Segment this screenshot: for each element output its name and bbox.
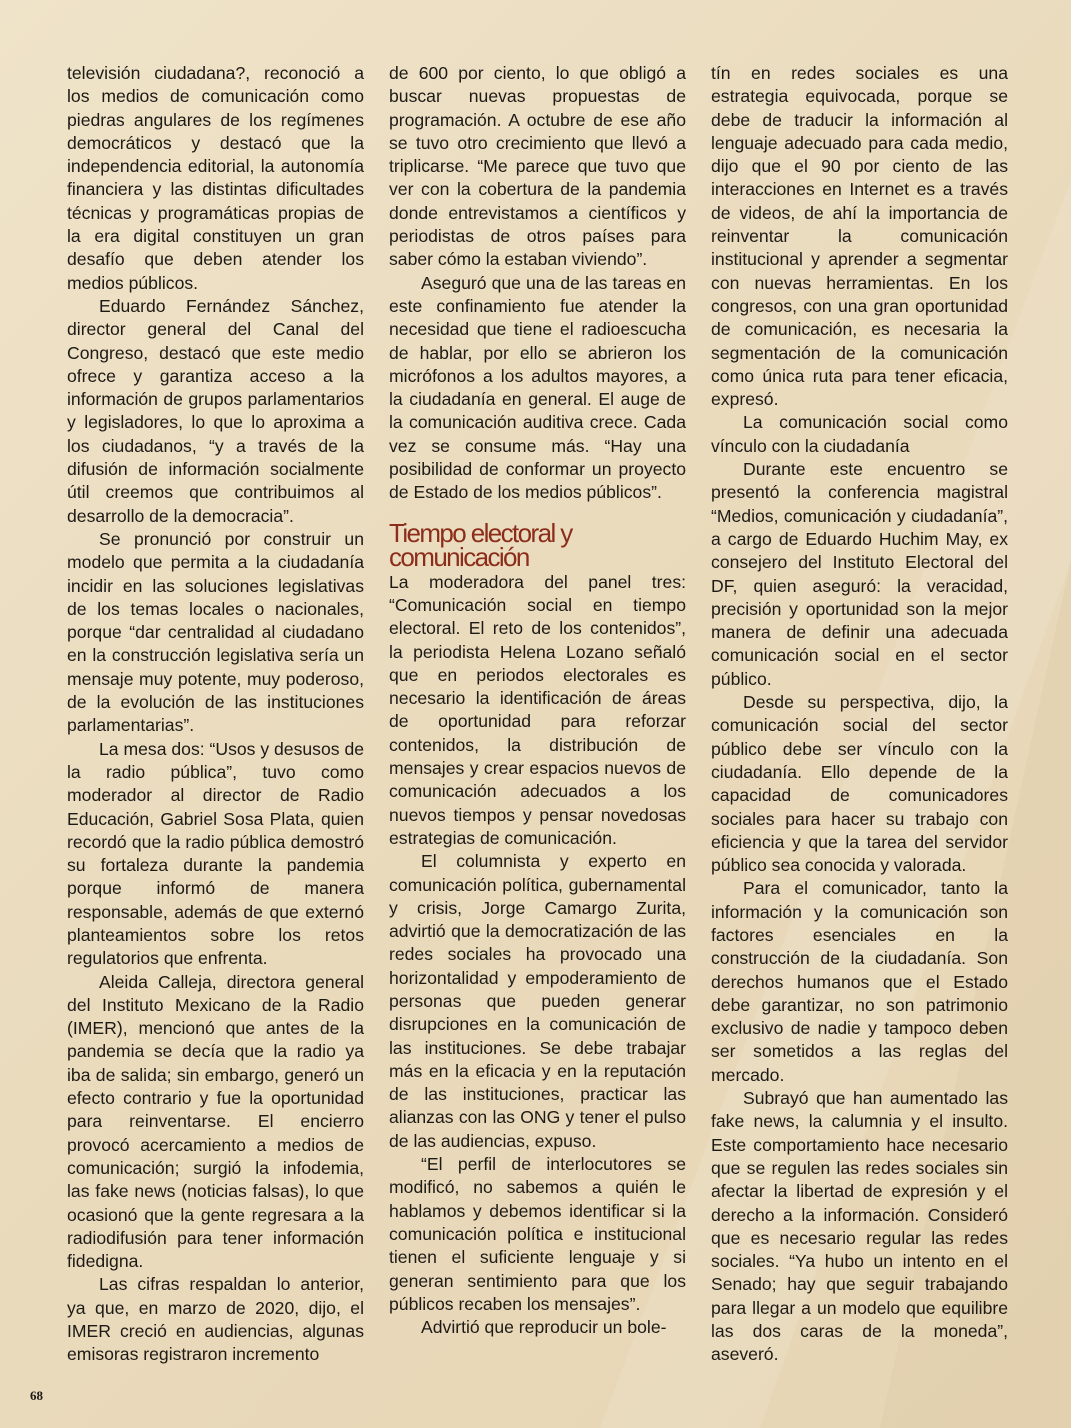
paragraph: Las cifras respaldan lo anterior, ya que, en marzo de 2020, dijo, el IMER creció en audiencias, algunas emisoras registraron incremento — [67, 1274, 364, 1365]
article-column-2 — [389, 62, 686, 1339]
paragraph: Durante este encuentro se presentó la conferencia magistral “Medios, comunicación y ciudadanía”, a cargo de Eduardo Huchim May, ex consejero del Instituto Electoral del DF, quien aseguró: la veracidad, precisión y oportunidad son la mejor manera de definir una adecuada comunicación social en el sector público. — [711, 459, 1008, 689]
paragraph: televisión ciudadana?, reconoció a los medios de comunicación como piedras angulares de los regímenes democráticos y destacó que la independencia editorial, la autonomía financiera y las distintas dificultades técnicas y programáticas propias de la era digital constituyen un gran desafío que deben atender los medios públicos. — [67, 63, 364, 293]
paragraph: La moderadora del panel tres: “Comunicación social en tiempo electoral. El reto de los contenidos”, la periodista Helena Lozano señaló que en periodos electorales es necesario la identificación de áreas de oportunidad para reforzar contenidos, la distribución de mensajes y crear espacios nuevos de comunicación adecuados a los nuevos tiempos y pensar novedosas estrategias de comunicación. — [389, 571, 686, 848]
page-number: 68 — [30, 1388, 43, 1403]
paragraph: de 600 por ciento, lo que obligó a buscar nuevas propuestas de programación. A octubre de ese año se tuvo otro crecimiento que llevó a triplicarse. “Me parece que tuvo que ver con la cobertura de la pandemia donde entrevistamos a científicos y periodistas de otros países para saber cómo la estaban viviendo”. — [389, 63, 686, 270]
paragraph: “El perfil de interlocutores se modificó, no sabemos a quién le hablamos y debemos identificar si la comunicación política e institucional tienen el suficiente lenguaje y si generan sentimiento para que los públicos recaben los mensajes”. — [389, 1154, 686, 1314]
paragraph: tín en redes sociales es una estrategia equivocada, porque se debe de traducir la información al lenguaje adecuado para cada medio, dijo que el 90 por ciento de las interacciones en Internet es a través de videos, de ahí la importancia de reinventar la comunicación institucional y aprender a segmentar con nuevas herramientas. En los congresos, con una gran oportunidad de comunicación, es necesaria la segmentación de la comunicación como única ruta para tener eficacia, expresó. — [711, 63, 1008, 410]
paragraph: Eduardo Fernández Sánchez, director general del Canal del Congreso, destacó que este medio ofrece y garantiza acceso a la información de grupos parlamentarios y legisladores, lo que lo aproxima a los ciudadanos, “y a través de la difusión de información socialmente útil creemos que contribuimos al desarrollo de la democracia”. — [67, 295, 364, 526]
paragraph: Para el comunicador, tanto la información y la comunicación son factores esenciales en la construcción de la ciudadanía. Son derechos humanos que el Estado debe garantizar, no son patrimonio exclusivo de nadie y tampoco deben ser sometidos a las reglas del mercado. — [711, 878, 1008, 1085]
paragraph: Aleida Calleja, directora general del Instituto Mexicano de la Radio (IMER), mencionó que antes de la pandemia se decía que la radio ya iba de salida; sin embargo, generó un efecto contrario y fue la oportunidad para reinventarse. El encierro provocó acercamiento a medios de comunicación; surgió la infodemia, las fake news (noticias falsas), lo que ocasionó que la gente regresara a la radiodifusión para tener información fidedigna. — [67, 971, 364, 1272]
article-column-3 — [711, 62, 1008, 1367]
section-heading: Tiempo electoral y comunicación — [389, 517, 572, 572]
paragraph: La mesa dos: “Usos y desusos de la radio pública”, tuvo como moderador al director de Radio Educación, Gabriel Sosa Plata, quien recordó que la radio pública demostró su fortaleza durante la pandemia porque informó de manera responsable, además de que externó planteamientos sobre los retos regulatorios que enfrenta. — [67, 738, 365, 969]
article-column-1 — [67, 62, 364, 1367]
paragraph: La comunicación social como vínculo con la ciudadanía — [711, 412, 1008, 456]
paragraph: Se pronunció por construir un modelo que permita a la ciudadanía incidir en las soluciones legislativas de los temas locales o nacionales, porque “dar centralidad al ciudadano en la construcción legislativa sería un mensaje muy potente, muy poderoso, de la evolución de las instituciones parlamentarias”. — [67, 528, 364, 736]
paragraph: El columnista y experto en comunicación política, gubernamental y crisis, Jorge Camargo Zurita, advirtió que la democratización de las redes sociales ha provocado una horizontalidad y empoderamiento de personas que pueden generar disrupciones en la comunicación de las instituciones. Se debe trabajar más en la eficacia y en la reputación de las instituciones, practicar las alianzas con las ONG y tener el pulso de las audiencias, expuso. — [389, 851, 686, 1151]
paragraph: Aseguró que una de las tareas en este confinamiento fue atender la necesidad que tiene el radioescucha de hablar, por ello se abrieron los micrófonos a los adultos mayores, a la ciudadanía en general. El auge de la comunicación auditiva crece. Cada vez se consume más. “Hay una posibilidad de conformar un proyecto de Estado de los medios públicos”. — [389, 272, 686, 503]
paragraph: Subrayó que han aumentado las fake news, la calumnia y el insulto. Este comportamiento hace necesario que se regulen las redes sociales sin afectar la libertad de expresión y el derecho a la información. Consideró que es necesario regular las redes sociales. “Ya hubo un intento en el Senado; hay que seguir trabajando para llegar a un modelo que equilibre las dos caras de la moneda”, aseveró. — [711, 1088, 1008, 1365]
paragraph: Desde su perspectiva, dijo, la comunicación social del sector público debe ser vínculo con la ciudadanía. Ello depende de la capacidad de comunicadores sociales para hacer su trabajo con eficiencia y que la tarea del servidor público sea conocida y valorada. — [711, 692, 1008, 876]
paragraph: Advirtió que reproducir un bole- — [421, 1317, 667, 1338]
